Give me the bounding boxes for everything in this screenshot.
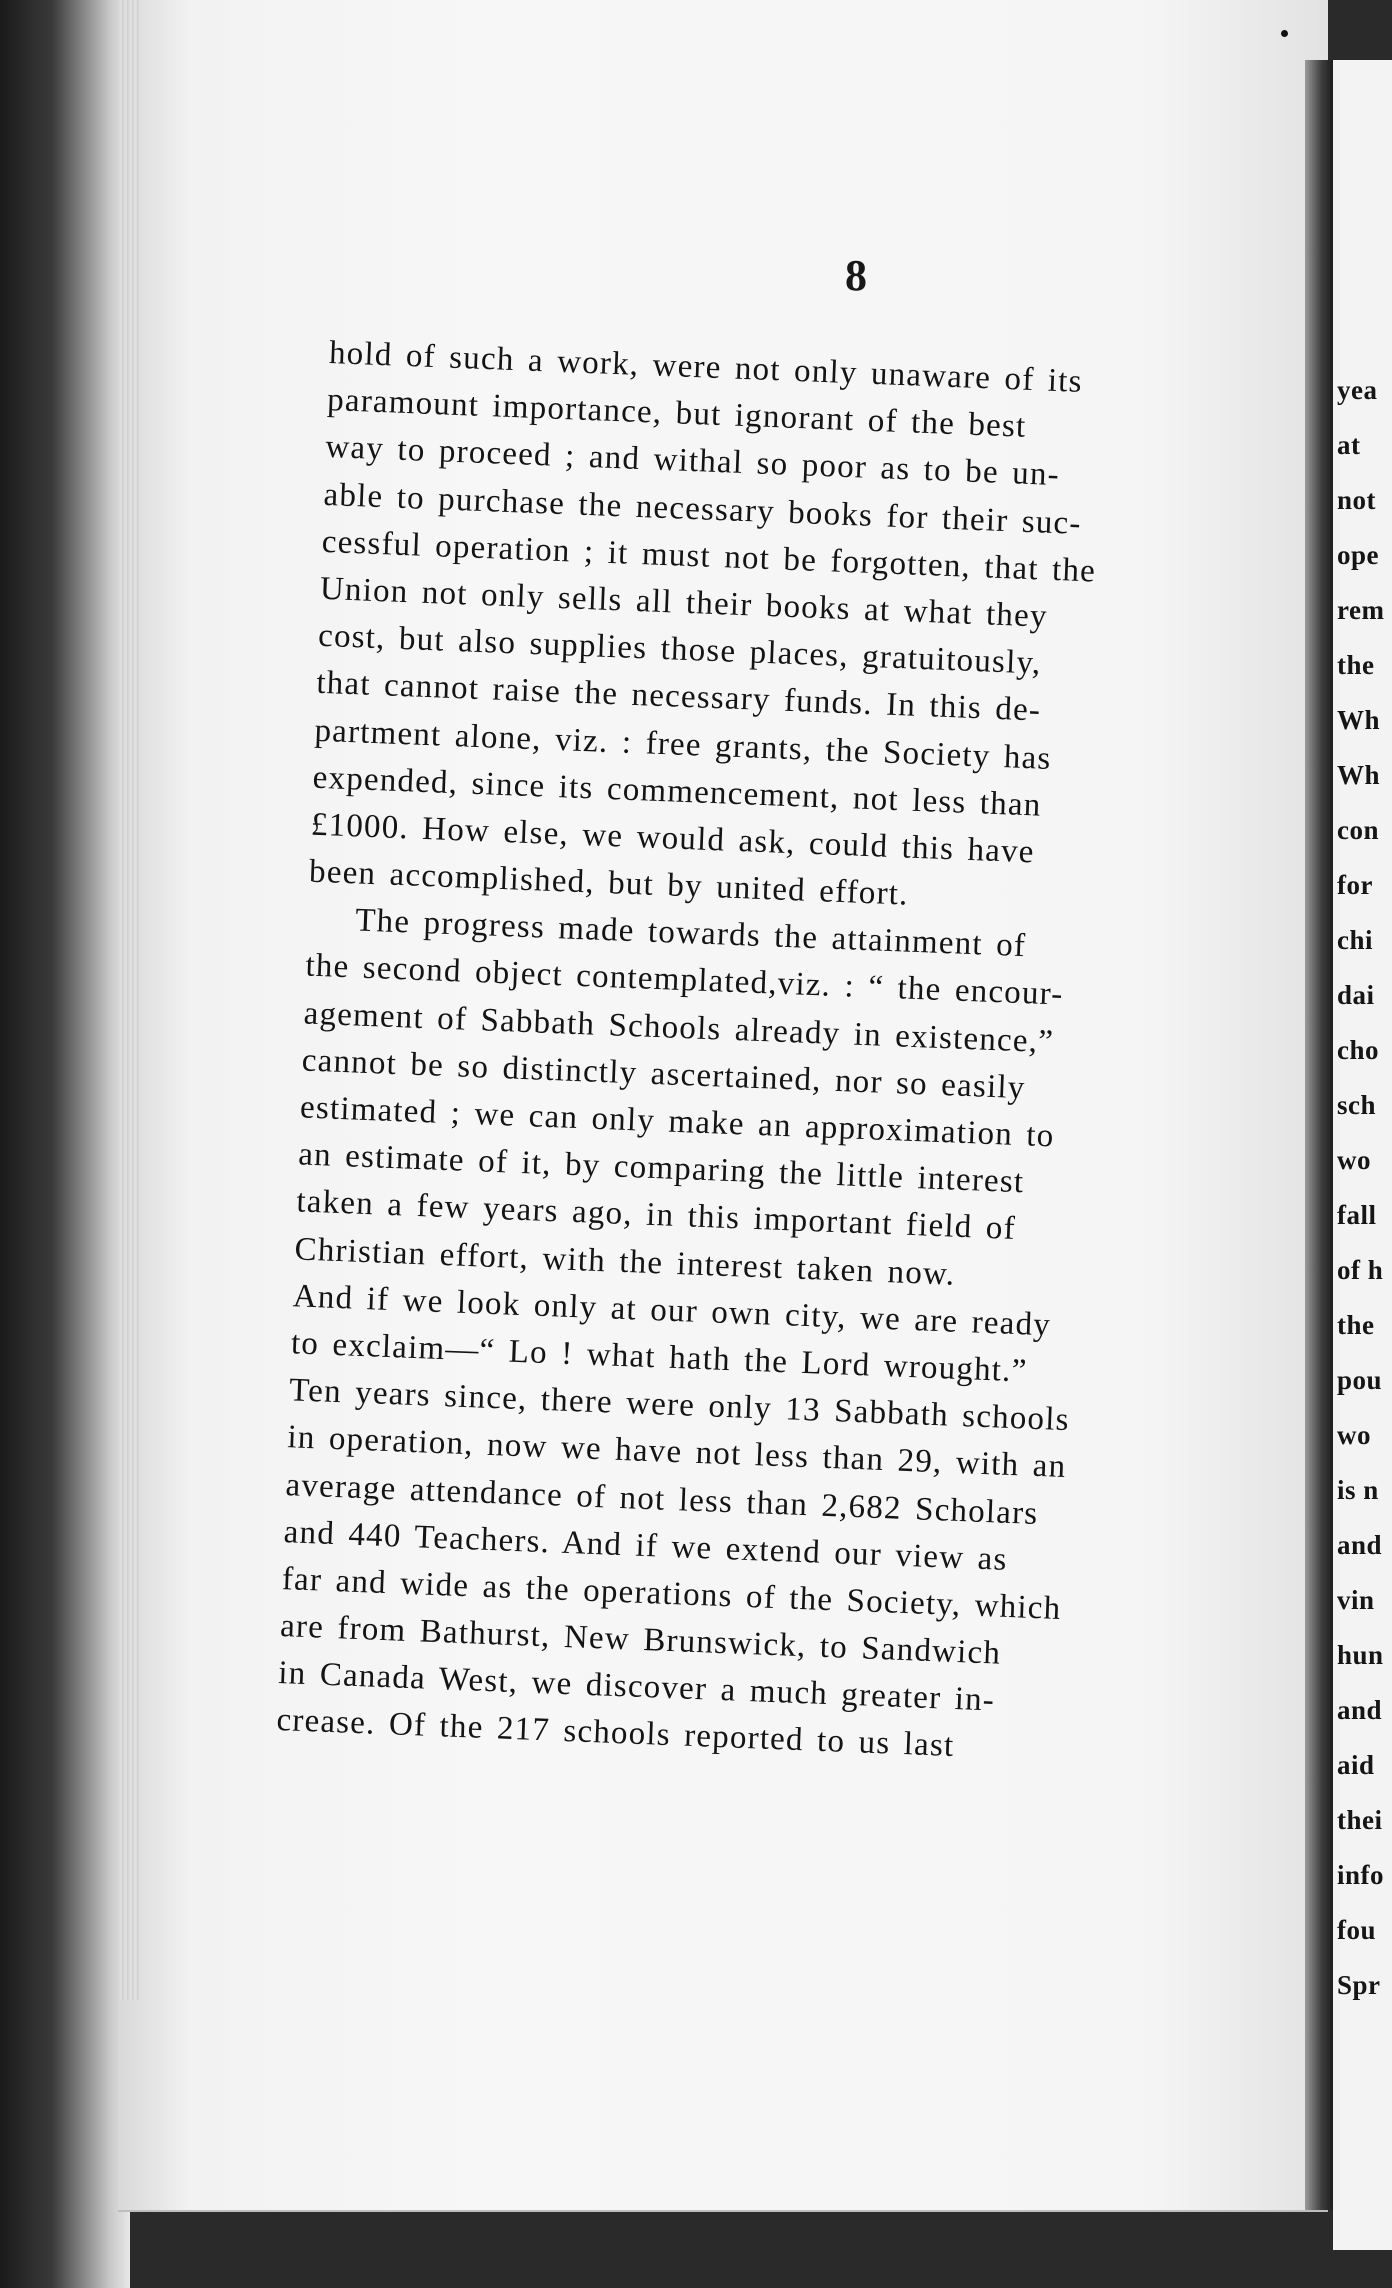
- facing-line-fragment: hun: [1337, 1640, 1384, 1670]
- facing-line-fragment: the: [1337, 1310, 1375, 1340]
- ink-speck: [1281, 30, 1288, 37]
- facing-line-fragment: chi: [1337, 925, 1374, 955]
- facing-line-fragment: pou: [1337, 1365, 1383, 1395]
- text-line: to exclaim—“ Lo ! what hath the Lord wrought.”: [290, 1325, 1029, 1390]
- text-line: average attendance of not less than 2,682 Scholars: [284, 1466, 1040, 1532]
- facing-line-fragment: wo: [1337, 1420, 1371, 1450]
- text-line: cannot be so distinctly ascertained, nor so easily: [301, 1042, 1027, 1107]
- facing-line-fragment: Wh: [1337, 705, 1381, 735]
- facing-line-fragment: con: [1337, 815, 1379, 845]
- text-line: are from Bathurst, New Brunswick, to Sandwich: [279, 1608, 1002, 1672]
- text-line: £1000. How else, we would ask, could this have: [310, 806, 1036, 871]
- facing-line-fragment: dai: [1337, 980, 1375, 1010]
- text-line: far and wide as the operations of the Society, which: [281, 1560, 1063, 1627]
- text-line: in Canada West, we discover a much greater in-: [277, 1655, 996, 1719]
- facing-line-fragment: Wh: [1337, 760, 1381, 790]
- text-line: taken a few years ago, in this important field of: [295, 1183, 1017, 1248]
- facing-line-fragment: the: [1337, 650, 1375, 680]
- facing-line-fragment: rem: [1337, 595, 1385, 625]
- page-body-text: [276, 330, 1280, 1781]
- text-line: paramount importance, but ignorant of the best: [326, 382, 1028, 445]
- page-number: 8: [845, 251, 867, 300]
- facing-line-fragment: aid: [1337, 1750, 1375, 1780]
- text-line: expended, since its commencement, not less than: [312, 759, 1043, 824]
- paragraph-start-line: The progress made towards the attainment of: [354, 902, 1027, 965]
- text-line: Ten years since, there were only 13 Sabbath schools: [288, 1372, 1071, 1439]
- facing-line-fragment: sch: [1337, 1090, 1377, 1120]
- text-line: cost, but also supplies those places, gratuitously,: [317, 617, 1043, 682]
- text-line: been accomplished, but by united effort.: [308, 853, 910, 913]
- text-line: hold of such a work, were not only unaware of its: [328, 334, 1084, 400]
- facing-line-fragment: for: [1337, 870, 1373, 900]
- facing-line-fragment: info: [1337, 1860, 1385, 1890]
- facing-line-fragment: yea: [1337, 375, 1378, 405]
- facing-line-fragment: fou: [1337, 1915, 1377, 1945]
- text-line: the second object contemplated,viz. : “ the encour-: [304, 947, 1065, 1014]
- text-line: partment alone, viz. : free grants, the Society has: [313, 712, 1053, 777]
- facing-line-fragment: fall: [1337, 1200, 1377, 1230]
- facing-line-fragment: vin: [1337, 1585, 1375, 1615]
- text-line: cessful operation ; it must not be forgotten, that the: [321, 523, 1097, 590]
- text-line: estimated ; we can only make an approximation to: [299, 1089, 1056, 1155]
- text-line: Union not only sells all their books at what they: [319, 570, 1049, 635]
- facing-line-fragment: cho: [1337, 1035, 1379, 1065]
- text-line: that cannot raise the necessary funds. In this de-: [315, 665, 1042, 729]
- facing-page-fragment: [1333, 60, 1392, 2250]
- facing-line-fragment: and: [1337, 1695, 1383, 1725]
- facing-line-fragment: thei: [1337, 1805, 1383, 1835]
- text-line: able to purchase the necessary books for their suc-: [322, 476, 1083, 542]
- facing-line-fragment: at: [1337, 430, 1361, 460]
- text-line: an estimate of it, by comparing the little interest: [297, 1136, 1025, 1201]
- facing-line-fragment: is n: [1337, 1475, 1379, 1505]
- facing-line-fragment: of h: [1337, 1255, 1384, 1285]
- facing-line-fragment: and: [1337, 1530, 1383, 1560]
- text-line: crease. Of the 217 schools reported to us last: [275, 1702, 956, 1765]
- book-left-edge: [0, 0, 130, 2288]
- book-spine-gutter: [1305, 60, 1333, 2210]
- facing-line-fragment: Spr: [1337, 1970, 1381, 2000]
- page-stack-edges: [118, 0, 140, 2000]
- text-line: And if we look only at our own city, we are ready: [292, 1278, 1052, 1344]
- text-line: in operation, now we have not less than 29, with an: [286, 1419, 1067, 1486]
- text-line: Christian effort, with the interest taken now.: [294, 1230, 957, 1293]
- text-line: way to proceed ; and withal so poor as to be un-: [324, 429, 1061, 494]
- facing-line-fragment: not: [1337, 485, 1377, 515]
- text-line: agement of Sabbath Schools already in existence,”: [303, 995, 1055, 1060]
- facing-line-fragment: ope: [1337, 540, 1379, 570]
- facing-line-fragment: wo: [1337, 1145, 1371, 1175]
- text-line: and 440 Teachers. And if we extend our view as: [283, 1513, 1009, 1578]
